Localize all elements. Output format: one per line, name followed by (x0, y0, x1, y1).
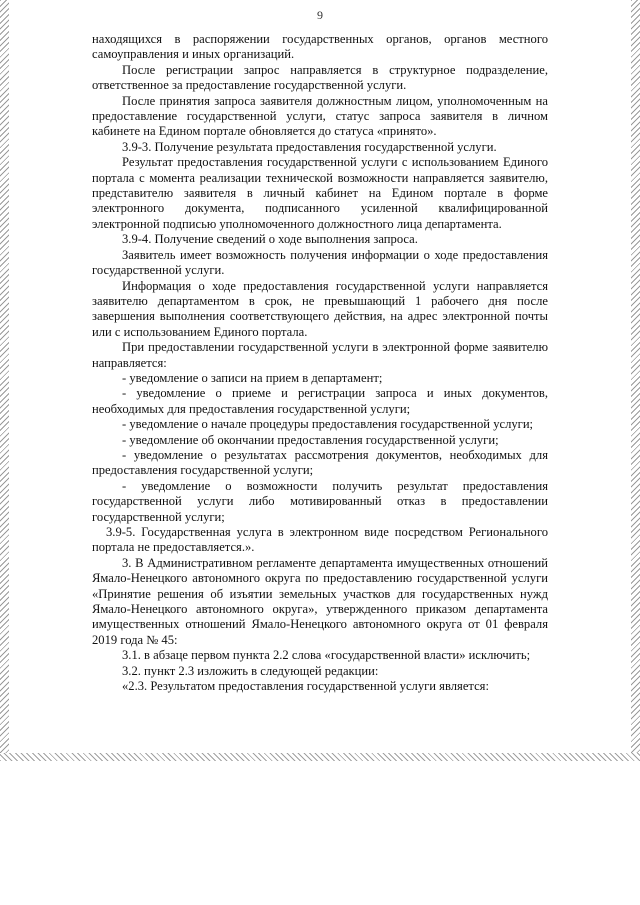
list-item: - уведомление об окончании предоставления государственной услуги; (122, 432, 499, 447)
right-margin-hatch (631, 0, 640, 760)
paragraph: 3.1. в абзаце первом пункта 2.2 слова «государственной власти» исключить; (122, 648, 531, 663)
paragraph: Результат предоставления государственной услуги с использованием Единого портала с момента реализации технической возможности направляется заявителю, представителю заявителя в личный кабинет на Едином портале в форме электронного документа, подписанного усиленной квалифицированной электронной подписью уполномоченного должностного лица департамента. (92, 155, 548, 231)
page-number: 9 (317, 8, 323, 22)
list-item: - уведомление о начале процедуры предоставления государственной услуги; (122, 417, 534, 432)
section-heading: 3.9-5. Государственная услуга в электронном виде посредством Регионального портала не предоставляется.». (92, 525, 548, 555)
list-item: - уведомление о возможности получить результат предоставления государственной услуги либо мотивированный отказ в предоставлении государственной услуги; (92, 478, 548, 524)
paragraph: Заявитель имеет возможность получения информации о ходе предоставления государственной услуги. (92, 247, 548, 278)
left-margin-hatch (0, 0, 9, 760)
list-item: - уведомление о приеме и регистрации запроса и иных документов, необходимых для предоставления государственной услуги; (92, 386, 548, 416)
paragraph: При предоставлении государственной услуги в электронной форме заявителю направляется: (92, 340, 548, 370)
list-item: - уведомление о записи на прием в департамент; (122, 370, 383, 385)
paragraph: 3. В Административном регламенте департамента имущественных отношений Ямало-Ненецкого автономного округа по предоставлению государственной услуги «Принятие решения об изъятии земельных участков для государственных нужд Ямало-Ненецкого автономного округа», утвержденного приказом департамента имущественных отношений Ямало-Ненецкого автономного округа от 01 февраля 2019 года № 45: (92, 555, 548, 647)
bottom-edge-hatch (0, 753, 640, 761)
paragraph: Информация о ходе предоставления государственной услуги направляется заявителю департаментом в срок, не превышающий 1 рабочего дня после завершения выполнения соответствующего действия, на адрес электронной почты или с использованием Единого портала. (92, 278, 548, 339)
paragraph: 3.2. пункт 2.3 изложить в следующей редакции: (122, 663, 379, 678)
document-body (92, 32, 548, 694)
paragraph: После принятия запроса заявителя должностным лицом, уполномоченным на предоставление государственной услуги, статус запроса заявителя в личном кабинете на Едином портале обновляется до статуса «принято». (92, 93, 548, 139)
section-heading: 3.9-3. Получение результата предоставления государственной услуги. (122, 139, 497, 154)
list-item: - уведомление о результатах рассмотрения документов, необходимых для предоставления государственной услуги; (92, 447, 548, 478)
paragraph: После регистрации запрос направляется в структурное подразделение, ответственное за предоставление государственной услуги. (92, 62, 548, 93)
section-heading: 3.9-4. Получение сведений о ходе выполнения запроса. (122, 232, 418, 247)
paragraph: находящихся в распоряжении государственных органов, органов местного самоуправления и иных организаций. (92, 32, 548, 62)
paragraph: «2.3. Результатом предоставления государственной услуги является: (122, 679, 489, 694)
